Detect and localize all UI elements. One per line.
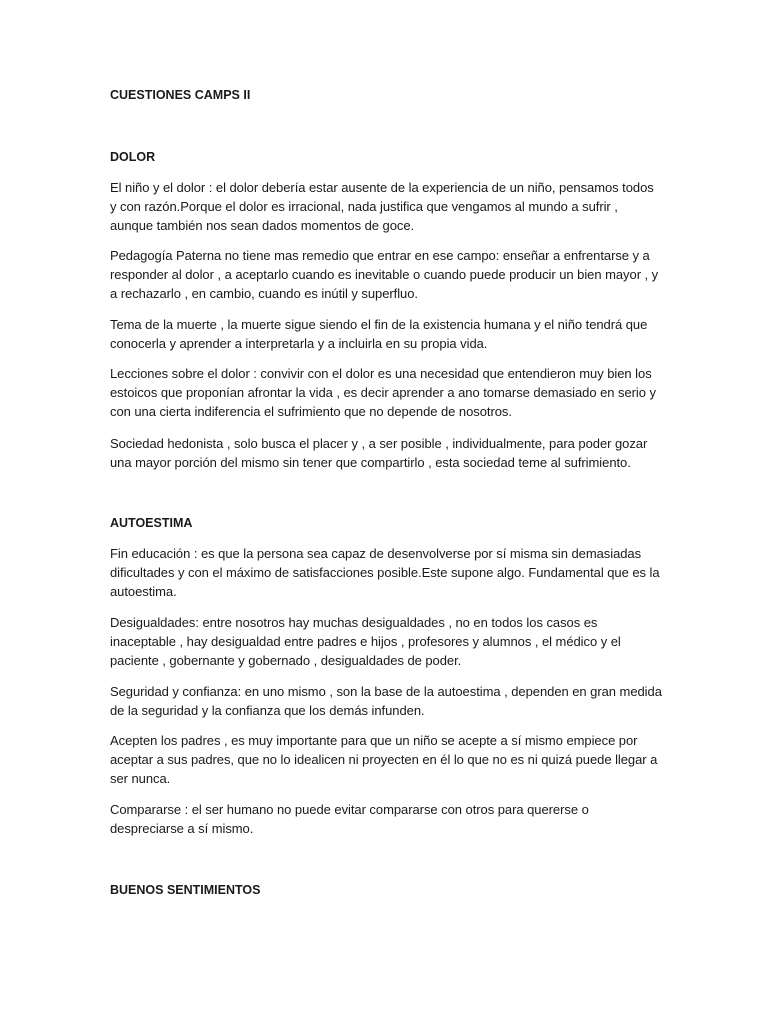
paragraph: Pedagogía Paterna no tiene mas remedio que entrar en ese campo: enseñar a enfrentarse y a responder al dolor , a aceptarlo cuando es inevitable o cuando puede producir un bien mayor , y a rechazarlo , en cambio, cuando es inútil y superfluo. [110, 248, 659, 301]
section-heading-autoestima: AUTOESTIMA [110, 516, 193, 530]
paragraph: Compararse : el ser humano no puede evitar compararse con otros para quererse o despreciarse a sí mismo. [110, 802, 589, 836]
paragraph: Fin educación : es que la persona sea capaz de desenvolverse por sí misma sin demasiadas dificultades y con el máximo de satisfacciones posible.Este supone algo. Fundamental que es la autoestima. [110, 546, 660, 599]
paragraph: Lecciones sobre el dolor : convivir con el dolor es una necesidad que entendieron muy bien los estoicos que proponían afrontar la vida , es decir aprender a ano tomarse demasiado en serio y con una cierta indiferencia el sufrimiento que no depende de nosotros. [110, 366, 656, 419]
paragraph: Seguridad y confianza: en uno mismo , son la base de la autoestima , dependen en gran medida de la seguridad y la confianza que los demás infunden. [110, 684, 662, 718]
paragraph: Sociedad hedonista , solo busca el placer y , a ser posible , individualmente, para poder gozar una mayor porción del mismo sin tener que compartirlo , esta sociedad teme al sufrimiento. [110, 436, 648, 470]
section-heading-dolor: DOLOR [110, 150, 156, 164]
document-title: CUESTIONES CAMPS II [110, 88, 251, 102]
section-heading-buenos-sentimientos: BUENOS SENTIMIENTOS [110, 883, 261, 897]
paragraph: Tema de la muerte , la muerte sigue siendo el fin de la existencia humana y el niño tendrá que conocerla y aprender a interpretarla y a incluirla en su propia vida. [110, 317, 648, 351]
paragraph: Desigualdades: entre nosotros hay muchas desigualdades , no en todos los casos es inaceptable , hay desigualdad entre padres e hijos , profesores y alumnos , el médico y el paciente , gobernante y gobernado , desigualdades de poder. [110, 615, 621, 668]
paragraph: El niño y el dolor : el dolor debería estar ausente de la experiencia de un niño, pensamos todos y con razón.Porque el dolor es irracional, nada justifica que vengamos al mundo a sufrir , aunque también nos sean dados momentos de goce. [110, 180, 654, 233]
paragraph: Acepten los padres , es muy importante para que un niño se acepte a sí mismo empiece por aceptar a sus padres, que no lo idealicen ni proyecten en él lo que no es ni quizá puede llegar a ser nunca. [110, 733, 658, 786]
